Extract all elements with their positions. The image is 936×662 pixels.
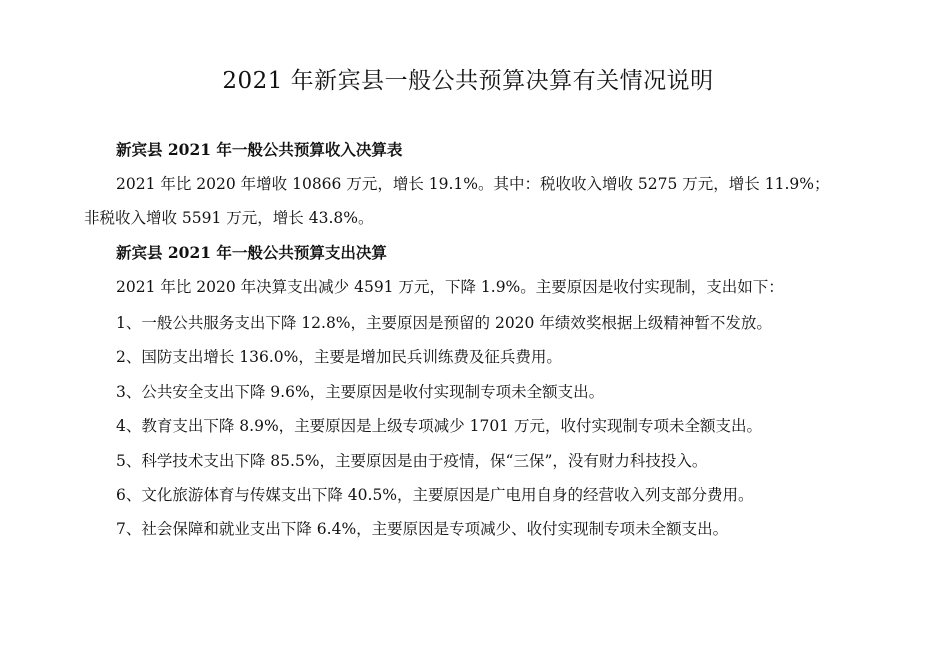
- expense-item-1: 1、一般公共服务支出下降 12.8%，主要原因是预留的 2020 年绩效奖根据上级精神暂不发放。: [116, 314, 772, 332]
- expense-section-heading: 新宾县 2021 年一般公共预算支出决算: [116, 243, 387, 262]
- expense-intro: 2021 年比 2020 年决算支出减少 4591 万元，下降 1.9%。主要原因是收付实现制，支出如下：: [116, 278, 784, 296]
- document-title: 2021 年新宾县一般公共预算决算有关情况说明: [222, 68, 714, 94]
- income-paragraph-line-2: 非税收入增收 5591 万元，增长 43.8%。: [84, 209, 374, 227]
- expense-item-5: 5、科学技术支出下降 85.5%，主要原因是由于疫情，保“三保”，没有财力科技投入。: [116, 452, 708, 470]
- income-paragraph-line-1: 2021 年比 2020 年增收 10866 万元，增长 19.1%。其中：税收收入增收 5275 万元，增长 11.9%；: [116, 175, 830, 193]
- expense-item-6: 6、文化旅游体育与传媒支出下降 40.5%，主要原因是广电用自身的经营收入列支部分费用。: [116, 486, 754, 504]
- expense-item-7: 7、社会保障和就业支出下降 6.4%，主要原因是专项减少、收付实现制专项未全额支出。: [116, 520, 729, 538]
- income-section-heading: 新宾县 2021 年一般公共预算收入决算表: [116, 140, 403, 159]
- expense-item-3: 3、公共安全支出下降 9.6%，主要原因是收付实现制专项未全额支出。: [116, 383, 605, 401]
- expense-item-4: 4、教育支出下降 8.9%，主要原因是上级专项减少 1701 万元，收付实现制专项未全额支出。: [116, 417, 762, 435]
- expense-item-2: 2、国防支出增长 136.0%，主要是增加民兵训练费及征兵费用。: [116, 348, 562, 366]
